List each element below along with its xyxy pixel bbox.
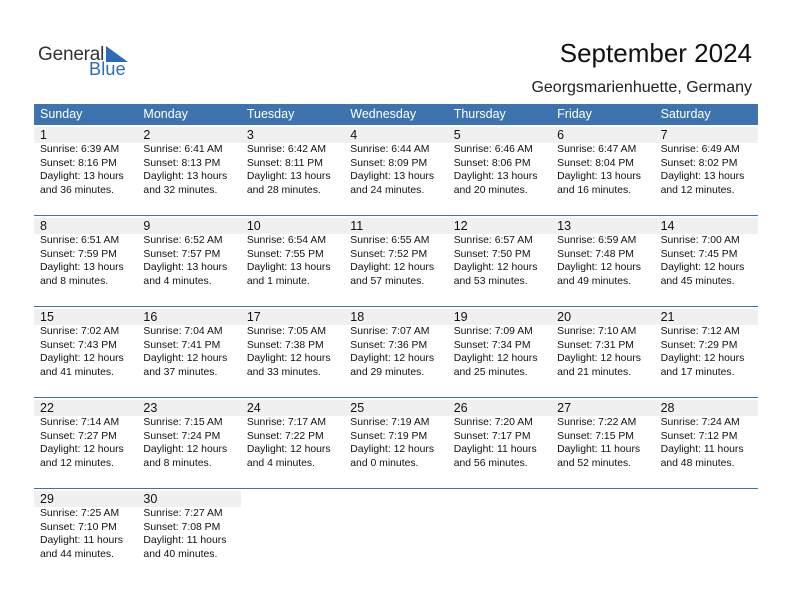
day-number: 22	[34, 400, 137, 416]
day-number: 20	[551, 309, 654, 325]
day-number: 30	[137, 491, 240, 507]
sunset-time: Sunset: 7:55 PM	[246, 248, 324, 260]
sun-info	[551, 416, 654, 470]
sunset-time: Sunset: 7:10 PM	[40, 521, 117, 533]
sun-info	[448, 325, 551, 379]
daylight-hours: Daylight: 12 hours	[453, 353, 538, 365]
daylight-minutes: and 12 minutes.	[40, 457, 114, 469]
sun-info	[551, 234, 654, 288]
sunrise-time: Sunrise: 7:20 AM	[453, 417, 533, 428]
daylight-hours: Daylight: 12 hours	[660, 262, 745, 274]
sunset-time: Sunset: 7:31 PM	[557, 339, 634, 351]
sunrise-time: Sunrise: 7:10 AM	[557, 326, 637, 337]
sunset-time: Sunset: 7:50 PM	[453, 248, 531, 260]
sunrise-time: Sunrise: 6:39 AM	[40, 144, 120, 155]
weekday-header: Friday	[557, 107, 592, 121]
sunrise-time: Sunrise: 6:54 AM	[246, 235, 326, 246]
day-cell	[448, 307, 551, 397]
day-cell	[551, 307, 654, 397]
day-number: 25	[344, 400, 447, 416]
empty-day-cell	[448, 489, 551, 579]
daylight-hours: Daylight: 13 hours	[350, 171, 435, 183]
weekday-header: Saturday	[660, 107, 711, 121]
sunset-time: Sunset: 8:06 PM	[453, 157, 531, 169]
calendar-week-row	[34, 397, 758, 488]
sunset-time: Sunset: 7:12 PM	[660, 430, 738, 442]
day-number: 13	[551, 218, 654, 234]
sunrise-time: Sunrise: 7:17 AM	[246, 417, 326, 428]
daylight-hours: Daylight: 11 hours	[660, 444, 744, 456]
sun-info	[34, 507, 137, 561]
day-cell	[344, 398, 447, 488]
sunset-time: Sunset: 7:22 PM	[246, 430, 324, 442]
day-number: 26	[448, 400, 551, 416]
day-cell	[137, 125, 240, 215]
day-number: 7	[655, 127, 758, 143]
daylight-hours: Daylight: 12 hours	[40, 444, 124, 456]
day-cell	[241, 216, 344, 306]
sunset-time: Sunset: 7:15 PM	[557, 430, 634, 442]
day-cell	[551, 125, 654, 215]
sunrise-time: Sunrise: 7:27 AM	[143, 508, 223, 519]
daylight-hours: Daylight: 13 hours	[40, 262, 124, 274]
daylight-minutes: and 32 minutes.	[143, 184, 218, 196]
daylight-hours: Daylight: 12 hours	[660, 353, 745, 365]
location-subtitle: Georgsmarienhuette, Germany	[531, 79, 752, 96]
sun-info	[34, 416, 137, 470]
day-number: 8	[34, 218, 137, 234]
daylight-minutes: and 4 minutes.	[246, 457, 316, 469]
day-number: 11	[344, 218, 447, 234]
sunrise-time: Sunrise: 7:05 AM	[246, 326, 326, 337]
daylight-minutes: and 21 minutes.	[557, 366, 632, 378]
daylight-minutes: and 16 minutes.	[557, 184, 632, 196]
day-cell	[551, 216, 654, 306]
sunset-time: Sunset: 8:13 PM	[143, 157, 221, 169]
day-number: 12	[448, 218, 551, 234]
sunrise-time: Sunrise: 6:51 AM	[40, 235, 120, 246]
day-cell	[137, 307, 240, 397]
daylight-minutes: and 0 minutes.	[350, 457, 419, 469]
weekday-header: Thursday	[453, 107, 506, 121]
sunset-time: Sunset: 7:38 PM	[246, 339, 324, 351]
sunset-time: Sunset: 8:04 PM	[557, 157, 634, 169]
day-cell	[448, 125, 551, 215]
sun-info	[344, 325, 447, 379]
daylight-hours: Daylight: 13 hours	[453, 171, 538, 183]
sun-info	[241, 234, 344, 288]
day-cell	[34, 307, 137, 397]
sun-info	[34, 325, 137, 379]
daylight-hours: Daylight: 13 hours	[143, 262, 228, 274]
daylight-minutes: and 29 minutes.	[350, 366, 425, 378]
sun-info	[241, 143, 344, 197]
sunset-time: Sunset: 7:29 PM	[660, 339, 738, 351]
daylight-minutes: and 41 minutes.	[40, 366, 114, 378]
daylight-minutes: and 33 minutes.	[246, 366, 321, 378]
sun-info	[137, 416, 240, 470]
daylight-minutes: and 24 minutes.	[350, 184, 425, 196]
daylight-minutes: and 25 minutes.	[453, 366, 528, 378]
day-cell	[34, 398, 137, 488]
sunrise-time: Sunrise: 6:52 AM	[143, 235, 223, 246]
sunrise-time: Sunrise: 6:41 AM	[143, 144, 223, 155]
day-cell	[241, 125, 344, 215]
sunrise-time: Sunrise: 7:15 AM	[143, 417, 223, 428]
day-number: 2	[137, 127, 240, 143]
calendar-week-row	[34, 125, 758, 215]
day-cell	[448, 216, 551, 306]
sunset-time: Sunset: 7:34 PM	[453, 339, 531, 351]
sunrise-time: Sunrise: 6:59 AM	[557, 235, 637, 246]
sun-info	[551, 143, 654, 197]
daylight-hours: Daylight: 12 hours	[143, 353, 228, 365]
calendar-week-row	[34, 488, 758, 579]
daylight-minutes: and 4 minutes.	[143, 275, 212, 287]
sun-info	[448, 143, 551, 197]
sunset-time: Sunset: 8:11 PM	[246, 157, 323, 169]
sun-info	[137, 507, 240, 561]
sun-info	[344, 234, 447, 288]
sunrise-time: Sunrise: 7:07 AM	[350, 326, 430, 337]
weekday-header: Sunday	[40, 107, 83, 121]
daylight-minutes: and 17 minutes.	[660, 366, 735, 378]
sun-info	[655, 143, 758, 197]
daylight-hours: Daylight: 12 hours	[453, 262, 538, 274]
day-cell	[34, 216, 137, 306]
sunrise-time: Sunrise: 6:42 AM	[246, 144, 326, 155]
sunrise-time: Sunrise: 6:57 AM	[453, 235, 533, 246]
sunset-time: Sunset: 7:19 PM	[350, 430, 428, 442]
sunset-time: Sunset: 7:57 PM	[143, 248, 221, 260]
sun-info	[655, 325, 758, 379]
daylight-hours: Daylight: 13 hours	[246, 262, 331, 274]
daylight-minutes: and 44 minutes.	[40, 548, 114, 560]
daylight-minutes: and 52 minutes.	[557, 457, 632, 469]
sun-info	[137, 143, 240, 197]
daylight-hours: Daylight: 12 hours	[246, 444, 331, 456]
day-number: 24	[241, 400, 344, 416]
day-number: 5	[448, 127, 551, 143]
day-number: 10	[241, 218, 344, 234]
day-number: 21	[655, 309, 758, 325]
daylight-minutes: and 8 minutes.	[143, 457, 212, 469]
daylight-hours: Daylight: 13 hours	[246, 171, 331, 183]
daylight-hours: Daylight: 13 hours	[40, 171, 124, 183]
daylight-minutes: and 37 minutes.	[143, 366, 218, 378]
sunset-time: Sunset: 7:24 PM	[143, 430, 221, 442]
daylight-hours: Daylight: 11 hours	[453, 444, 537, 456]
sunrise-time: Sunrise: 7:25 AM	[40, 508, 120, 519]
day-cell	[34, 489, 137, 579]
sun-info	[137, 234, 240, 288]
day-cell	[448, 398, 551, 488]
generalblue-logo	[38, 42, 148, 82]
calendar-week-row	[34, 215, 758, 306]
daylight-minutes: and 56 minutes.	[453, 457, 528, 469]
day-number: 27	[551, 400, 654, 416]
daylight-hours: Daylight: 12 hours	[557, 262, 641, 274]
day-cell	[655, 216, 758, 306]
sunrise-time: Sunrise: 7:22 AM	[557, 417, 637, 428]
daylight-hours: Daylight: 12 hours	[40, 353, 124, 365]
sunrise-time: Sunrise: 7:02 AM	[40, 326, 120, 337]
sunset-time: Sunset: 8:02 PM	[660, 157, 738, 169]
daylight-minutes: and 53 minutes.	[453, 275, 528, 287]
daylight-minutes: and 40 minutes.	[143, 548, 218, 560]
daylight-minutes: and 45 minutes.	[660, 275, 735, 287]
day-number: 15	[34, 309, 137, 325]
sunset-time: Sunset: 7:08 PM	[143, 521, 221, 533]
logo-text-general: General	[38, 44, 105, 65]
day-number: 16	[137, 309, 240, 325]
empty-day-cell	[241, 489, 344, 579]
weekday-header: Tuesday	[246, 107, 295, 121]
day-number: 14	[655, 218, 758, 234]
weekday-header: Wednesday	[350, 107, 417, 121]
day-number: 23	[137, 400, 240, 416]
day-cell	[344, 216, 447, 306]
sun-info	[34, 234, 137, 288]
daylight-hours: Daylight: 12 hours	[350, 444, 435, 456]
daylight-minutes: and 48 minutes.	[660, 457, 735, 469]
daylight-minutes: and 1 minute.	[246, 275, 310, 287]
sunset-time: Sunset: 7:52 PM	[350, 248, 428, 260]
day-number: 17	[241, 309, 344, 325]
daylight-hours: Daylight: 13 hours	[557, 171, 641, 183]
day-cell	[241, 398, 344, 488]
empty-day-cell	[655, 489, 758, 579]
daylight-hours: Daylight: 13 hours	[660, 171, 745, 183]
sunset-time: Sunset: 7:41 PM	[143, 339, 221, 351]
sunset-time: Sunset: 7:27 PM	[40, 430, 117, 442]
sun-info	[448, 416, 551, 470]
sun-info	[241, 416, 344, 470]
weekday-header: Monday	[143, 107, 188, 121]
empty-day-cell	[551, 489, 654, 579]
day-number: 4	[344, 127, 447, 143]
calendar-grid	[34, 104, 758, 579]
sunrise-time: Sunrise: 6:55 AM	[350, 235, 430, 246]
sunrise-time: Sunrise: 7:00 AM	[660, 235, 740, 246]
logo-text-blue: Blue	[89, 59, 126, 79]
sun-info	[34, 143, 137, 197]
weekday-header-row	[34, 104, 758, 125]
sunset-time: Sunset: 7:36 PM	[350, 339, 428, 351]
day-number: 3	[241, 127, 344, 143]
sunrise-time: Sunrise: 6:47 AM	[557, 144, 637, 155]
sunrise-time: Sunrise: 6:46 AM	[453, 144, 533, 155]
sun-info	[655, 416, 758, 470]
daylight-hours: Daylight: 12 hours	[143, 444, 228, 456]
calendar-weeks	[34, 125, 758, 579]
daylight-hours: Daylight: 12 hours	[557, 353, 641, 365]
daylight-minutes: and 57 minutes.	[350, 275, 425, 287]
sun-info	[241, 325, 344, 379]
daylight-hours: Daylight: 11 hours	[40, 535, 123, 547]
sun-info	[448, 234, 551, 288]
sun-info	[344, 416, 447, 470]
day-number: 18	[344, 309, 447, 325]
sunrise-time: Sunrise: 6:49 AM	[660, 144, 740, 155]
sunset-time: Sunset: 7:45 PM	[660, 248, 738, 260]
day-number: 19	[448, 309, 551, 325]
daylight-hours: Daylight: 12 hours	[246, 353, 331, 365]
sunset-time: Sunset: 8:09 PM	[350, 157, 428, 169]
daylight-minutes: and 12 minutes.	[660, 184, 735, 196]
day-cell	[137, 489, 240, 579]
daylight-minutes: and 36 minutes.	[40, 184, 114, 196]
sunrise-time: Sunrise: 7:04 AM	[143, 326, 223, 337]
sun-info	[137, 325, 240, 379]
sunrise-time: Sunrise: 7:14 AM	[40, 417, 120, 428]
sunrise-time: Sunrise: 7:09 AM	[453, 326, 533, 337]
page-title: September 2024	[559, 38, 752, 68]
daylight-hours: Daylight: 11 hours	[143, 535, 227, 547]
day-cell	[344, 125, 447, 215]
day-cell	[34, 125, 137, 215]
day-number: 28	[655, 400, 758, 416]
day-cell	[551, 398, 654, 488]
sunset-time: Sunset: 7:43 PM	[40, 339, 117, 351]
sun-info	[551, 325, 654, 379]
day-cell	[344, 307, 447, 397]
sun-info	[344, 143, 447, 197]
day-cell	[655, 125, 758, 215]
sunset-time: Sunset: 7:17 PM	[453, 430, 531, 442]
daylight-hours: Daylight: 13 hours	[143, 171, 228, 183]
sunrise-time: Sunrise: 7:19 AM	[350, 417, 430, 428]
sun-info	[655, 234, 758, 288]
day-number: 1	[34, 127, 137, 143]
daylight-minutes: and 8 minutes.	[40, 275, 109, 287]
sunset-time: Sunset: 7:59 PM	[40, 248, 117, 260]
sunrise-time: Sunrise: 7:12 AM	[660, 326, 740, 337]
day-number: 29	[34, 491, 137, 507]
day-cell	[655, 398, 758, 488]
daylight-minutes: and 20 minutes.	[453, 184, 528, 196]
daylight-minutes: and 49 minutes.	[557, 275, 632, 287]
sunset-time: Sunset: 7:48 PM	[557, 248, 634, 260]
daylight-hours: Daylight: 11 hours	[557, 444, 641, 456]
day-number: 9	[137, 218, 240, 234]
daylight-minutes: and 28 minutes.	[246, 184, 321, 196]
daylight-hours: Daylight: 12 hours	[350, 262, 435, 274]
sunset-time: Sunset: 8:16 PM	[40, 157, 117, 169]
day-cell	[655, 307, 758, 397]
daylight-hours: Daylight: 12 hours	[350, 353, 435, 365]
sunrise-time: Sunrise: 6:44 AM	[350, 144, 430, 155]
day-cell	[137, 216, 240, 306]
sunrise-time: Sunrise: 7:24 AM	[660, 417, 740, 428]
day-cell	[241, 307, 344, 397]
day-number: 6	[551, 127, 654, 143]
empty-day-cell	[344, 489, 447, 579]
day-cell	[137, 398, 240, 488]
calendar-week-row	[34, 306, 758, 397]
